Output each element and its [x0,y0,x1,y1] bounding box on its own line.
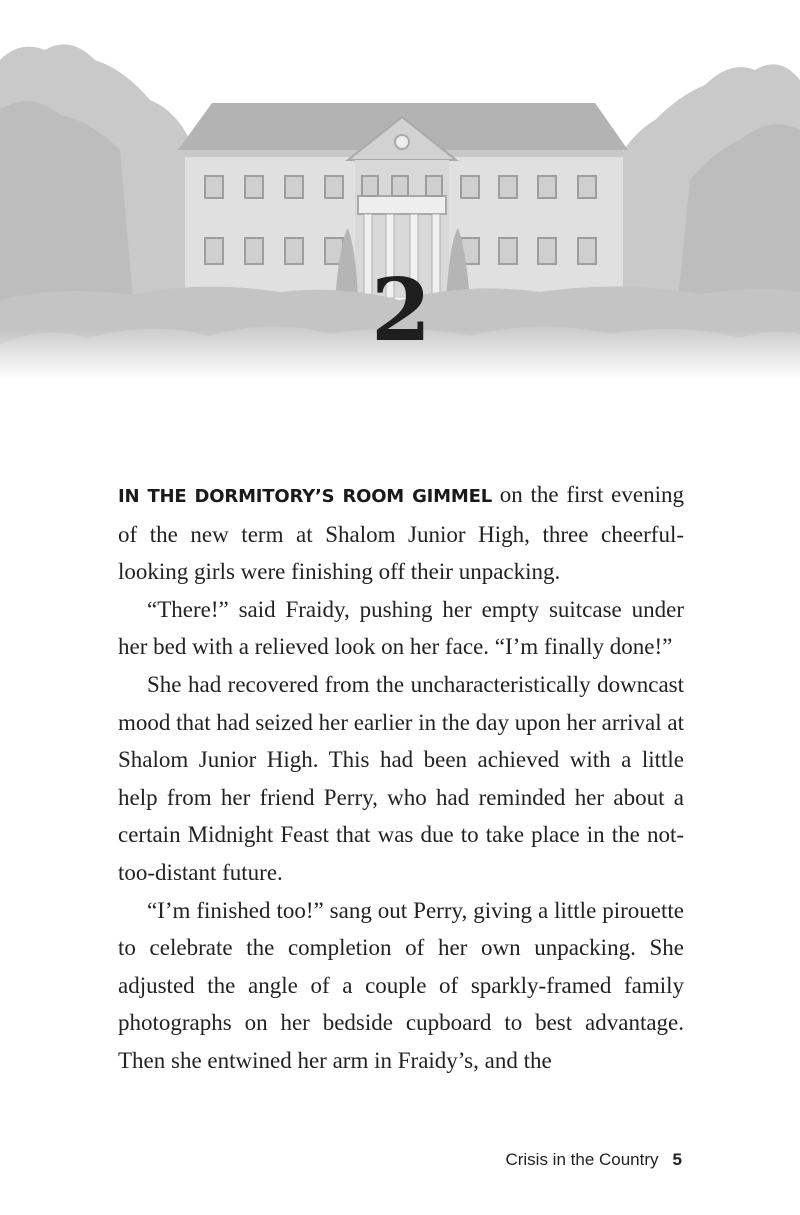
paragraph-3: She had recovered from the uncharacteristically downcast mood that had seized her earlier in the day upon her arrival at Shalom Junior High. This had been achieved with a little help from her friend Perry, who had reminded her about a certain Midnight Feast that was due to take place in the not-too-distant future. [118,671,684,885]
paragraph-2: “There!” said Fraidy, pushing her empty suitcase under her bed with a relieved look on her face. “I’m finally done!” [118,596,684,660]
book-title: Crisis in the Country [505,1150,659,1169]
chapter-number: 2 [371,260,429,361]
running-footer [505,1150,682,1170]
chapter-body [118,476,684,1080]
paragraph-1-text: on the first evening of the new term at Shalom Junior High, three cheerful-looking girls were finishing off their unpacking. [118,482,684,585]
paragraph-1 [118,476,684,591]
page-number: 5 [672,1150,682,1169]
lead-in-text: IN THE DORMITORY’S ROOM GIMMEL [118,486,492,507]
paragraph-4: “I’m finished too!” sang out Perry, giving a little pirouette to celebrate the completion of her own unpacking. She adjusted the angle of a couple of sparkly-framed family photographs on her bedside cupboard to best advantage. Then she entwined her arm in Fraidy’s, and the [118,897,684,1073]
